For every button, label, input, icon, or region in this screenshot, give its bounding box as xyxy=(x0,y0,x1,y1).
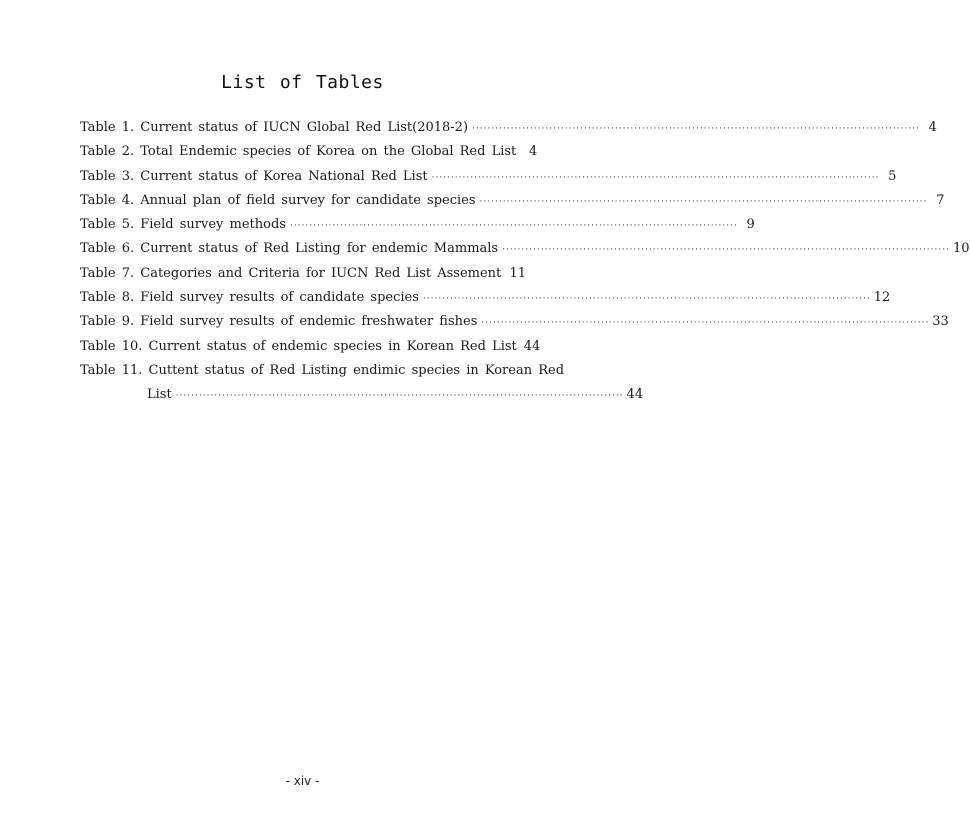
toc-entry-table-11-line-1[interactable] xyxy=(80,359,565,383)
toc-entry-table-6[interactable] xyxy=(80,237,970,261)
toc-dot-leader xyxy=(505,263,506,287)
toc-entry-table-9[interactable] xyxy=(80,310,949,334)
toc-entry-table-7[interactable] xyxy=(80,262,526,286)
toc-entry-label: Table 11. Cuttent status of Red Listing endimic species in Korean Red xyxy=(80,362,565,378)
toc-entry-table-4[interactable] xyxy=(80,189,945,213)
toc-entry-label: Table 7. Categories and Criteria for IUCN Red List Assement xyxy=(80,265,502,281)
toc-dot-leader xyxy=(423,287,871,311)
toc-dot-leader xyxy=(480,190,928,214)
toc-entry-table-11-line-2[interactable] xyxy=(80,383,644,407)
toc-entry-page: 4 xyxy=(928,120,937,135)
toc-dot-leader xyxy=(432,166,880,190)
toc-entry-table-8[interactable] xyxy=(80,286,891,310)
toc-dot-leader xyxy=(472,117,920,141)
toc-entry-label: Table 9. Field survey results of endemic freshwater fishes xyxy=(80,314,478,330)
toc-entry-page: 7 xyxy=(936,192,945,208)
toc-dot-leader xyxy=(502,238,950,262)
table-of-contents xyxy=(80,116,970,408)
toc-entry-page: 10 xyxy=(952,241,970,257)
toc-entry-label: Table 1. Current status of IUCN Global Red List(2018-2) xyxy=(80,120,469,135)
toc-entry-page: 33 xyxy=(932,314,949,330)
toc-entry-table-3[interactable] xyxy=(80,165,897,189)
toc-entry-label: Table 2. Total Endemic species of Korea on the Global Red List xyxy=(80,144,517,160)
toc-entry-label: Table 6. Current status of Red Listing for endemic Mammals xyxy=(80,241,499,257)
toc-entry-page: 44 xyxy=(523,338,541,354)
toc-entry-table-1[interactable] xyxy=(80,116,937,140)
toc-entry-label: Table 3. Current status of Korea National Red List xyxy=(80,168,428,184)
page-title: List of Tables xyxy=(221,72,384,94)
toc-dot-leader xyxy=(290,214,738,238)
toc-entry-page: 12 xyxy=(873,290,891,306)
page-number: - xiv - xyxy=(285,774,320,788)
toc-entry-page: 5 xyxy=(888,168,897,184)
toc-entry-label-continuation: List xyxy=(147,387,172,403)
toc-entry-page: 44 xyxy=(626,387,644,403)
toc-dot-leader xyxy=(176,384,624,408)
toc-entry-table-5[interactable] xyxy=(80,213,755,237)
toc-entry-label: Table 8. Field survey results of candidate species xyxy=(80,290,419,306)
toc-entry-page: 9 xyxy=(746,217,755,233)
toc-entry-table-2[interactable] xyxy=(80,140,538,164)
toc-entry-page: 11 xyxy=(509,265,526,281)
toc-entry-label: Table 4. Annual plan of field survey for candidate species xyxy=(80,192,476,208)
toc-dot-leader xyxy=(481,311,929,335)
toc-entry-label: Table 5. Field survey methods xyxy=(80,217,286,233)
toc-entry-table-10[interactable] xyxy=(80,335,541,359)
toc-entry-label: Table 10. Current status of endemic species in Korean Red List xyxy=(80,338,517,354)
toc-entry-page: 4 xyxy=(528,144,538,160)
